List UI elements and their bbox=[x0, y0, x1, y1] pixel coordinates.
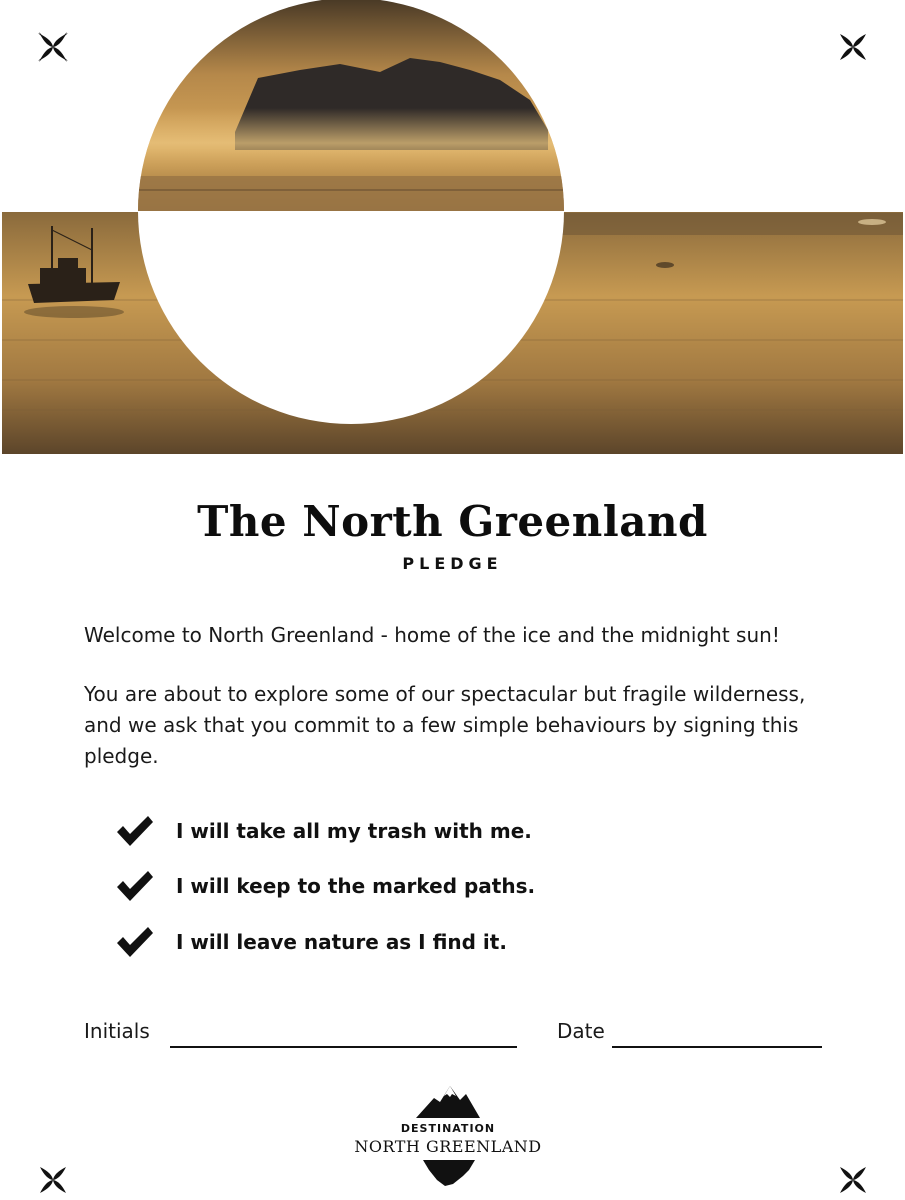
intro-request: You are about to explore some of our spectacular but fragile wilderness, and we ask that you commit to a few simple behaviours by signing this pledge. bbox=[84, 682, 806, 768]
corner-ornament-icon bbox=[836, 1163, 870, 1197]
mountain-icon bbox=[416, 1084, 480, 1118]
date-label: Date bbox=[557, 1019, 605, 1043]
pledge-item bbox=[114, 811, 532, 851]
pledge-text: I will keep to the marked paths. bbox=[176, 874, 536, 898]
initials-label: Initials bbox=[84, 1019, 150, 1043]
destination-logo bbox=[348, 1084, 548, 1188]
pledge-text: I will take all my trash with me. bbox=[176, 819, 532, 843]
pledge-item bbox=[114, 922, 507, 962]
corner-ornament-icon bbox=[36, 1163, 70, 1197]
pledge-text: I will leave nature as I find it. bbox=[176, 930, 507, 954]
logo-line2: NORTH GREENLAND bbox=[354, 1137, 542, 1156]
page-title: The North Greenland bbox=[197, 497, 708, 546]
hero-photo bbox=[0, 0, 905, 456]
page-subtitle: PLEDGE bbox=[402, 554, 503, 573]
pledge-item bbox=[114, 866, 535, 906]
date-line[interactable] bbox=[612, 1046, 822, 1048]
checkmark-icon bbox=[114, 868, 154, 904]
initials-line[interactable] bbox=[170, 1046, 517, 1048]
iceberg-icon bbox=[423, 1160, 475, 1186]
checkmark-icon bbox=[114, 813, 154, 849]
checkmark-icon bbox=[114, 924, 154, 960]
logo-line1: DESTINATION bbox=[400, 1122, 496, 1135]
intro-welcome: Welcome to North Greenland - home of the ice and the midnight sun! bbox=[84, 623, 780, 647]
